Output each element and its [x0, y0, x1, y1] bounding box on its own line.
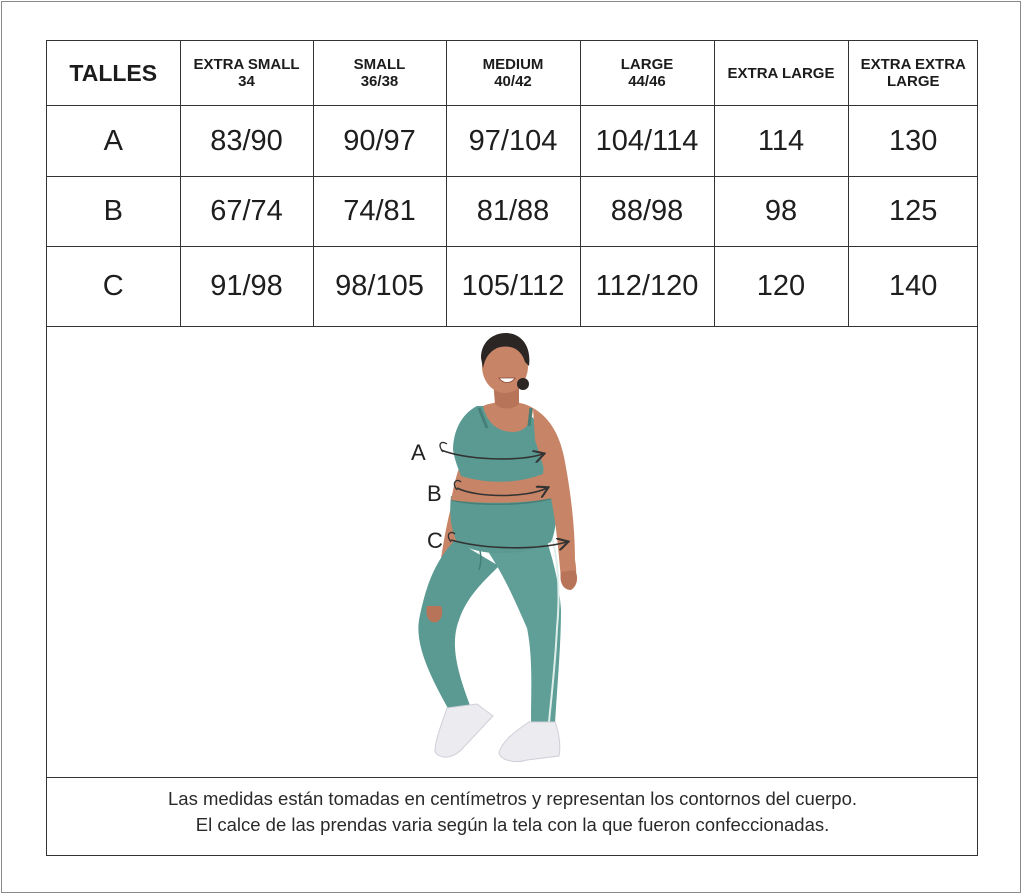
row-label: B — [47, 177, 180, 247]
table-cell: 74/81 — [313, 177, 446, 247]
measurement-figure-area — [47, 328, 978, 778]
top-strap-right — [529, 408, 531, 426]
table-cell: 81/88 — [446, 177, 580, 247]
table-cell: 112/120 — [580, 247, 714, 327]
table-header-row — [47, 41, 978, 106]
table-row — [47, 106, 978, 177]
table-row — [47, 177, 978, 247]
column-header-sub: 40/42 — [494, 73, 532, 90]
row-label: C — [47, 247, 180, 327]
note-line-1: Las medidas están tomadas en centímetros y representan los contornos del cuerpo. — [168, 788, 857, 809]
column-header-name: SMALL — [353, 56, 406, 73]
row-label: A — [47, 106, 180, 177]
left-shoe-shape — [435, 704, 493, 757]
woman-measurement-illustration — [47, 328, 978, 778]
table-cell: 114 — [714, 106, 848, 177]
column-header-sub: 44/46 — [628, 73, 666, 90]
hair-bun — [517, 378, 529, 390]
table-cell: 88/98 — [580, 177, 714, 247]
left-leg-shape — [418, 540, 499, 710]
marker-label-c: C — [427, 528, 443, 553]
column-header-sub: 34 — [238, 73, 255, 90]
table-cell: 120 — [714, 247, 848, 327]
table-cell: 140 — [848, 247, 978, 327]
table-cell: 67/74 — [180, 177, 313, 247]
column-header-extra-large — [714, 41, 848, 106]
table-cell: 91/98 — [180, 247, 313, 327]
table-cell: 90/97 — [313, 106, 446, 177]
marker-label-b: B — [427, 481, 442, 506]
column-header-small — [313, 41, 446, 106]
column-header-extra-small — [180, 41, 313, 106]
column-header-name: MEDIUM — [482, 56, 544, 73]
table-cell: 125 — [848, 177, 978, 247]
column-header-name: EXTRA SMALL — [193, 56, 300, 73]
table-cell: 97/104 — [446, 106, 580, 177]
table-cell: 130 — [848, 106, 978, 177]
size-chart-card — [46, 40, 978, 856]
column-header-large — [580, 41, 714, 106]
note-line-2: El calce de las prendas varia según la tela con la que fueron confeccionadas. — [195, 814, 830, 835]
table-row — [47, 247, 978, 327]
column-header-name: EXTRA LARGE — [727, 64, 835, 82]
column-header-medium — [446, 41, 580, 106]
column-header-name: EXTRA EXTRA — [860, 56, 966, 73]
table-cell: 98 — [714, 177, 848, 247]
right-hand-shape — [560, 570, 577, 590]
column-header-sub: 36/38 — [360, 73, 399, 90]
column-header-extra-extra-large — [848, 41, 978, 106]
table-cell: 105/112 — [446, 247, 580, 327]
column-header-sub: LARGE — [887, 73, 940, 90]
right-leg-shape — [487, 528, 561, 724]
table-cell: 83/90 — [180, 106, 313, 177]
size-table — [47, 41, 978, 327]
talles-header: TALLES — [47, 41, 180, 106]
column-header-name: LARGE — [620, 56, 674, 73]
table-cell: 104/114 — [580, 106, 714, 177]
measurement-notes — [47, 786, 978, 838]
table-cell: 98/105 — [313, 247, 446, 327]
marker-label-a: A — [411, 440, 426, 465]
right-shoe-shape — [499, 722, 560, 762]
